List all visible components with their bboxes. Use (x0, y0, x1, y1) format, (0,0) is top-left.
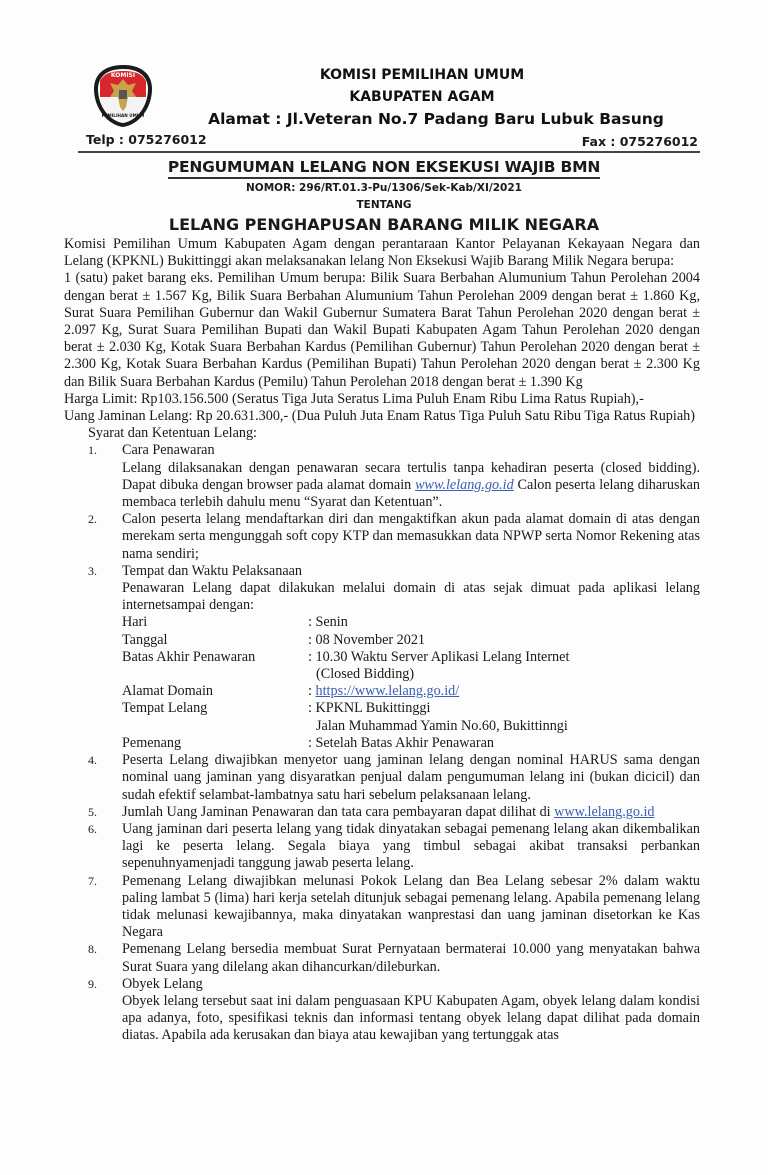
telephone-number: Telp : 075276012 (86, 132, 207, 147)
reserve-price: Harga Limit: Rp103.156.500 (Seratus Tiga Juta Seratus Lima Puluh Enam Ribu Lima Ratus Rupiah),- (64, 390, 644, 407)
schedule-value-continuation: (Closed Bidding) (316, 666, 415, 683)
intro-paragraph: Komisi Pemilihan Umum Kabupaten Agam dengan perantaraan Kantor Pelayanan Kekayaan Negara dan Lelang (KPKNL) Bukittinggi akan melaksanakan lelang Non Eksekusi Wajib Barang Milik Negara berupa: (64, 236, 700, 270)
schedule-label: Batas Akhir Penawaran (122, 648, 256, 665)
lelang-domain-link[interactable]: www.lelang.go.id (554, 803, 655, 820)
institution-region: KABUPATEN AGAM (349, 89, 495, 105)
schedule-value: : KPKNL Bukittinggi (308, 700, 431, 717)
institution-address: Alamat : Jl.Veteran No.7 Padang Baru Lubuk Basung (208, 110, 664, 128)
svg-text:PEMILIHAN UMUM: PEMILIHAN UMUM (101, 113, 145, 118)
terms-item-2: 2. Calon peserta lelang mendaftarkan diri dan mengaktifkan akun pada alamat domain di atas dengan merekam serta mengunggah soft copy KTP dan memasukkan data NPWP serta Nomor Rekening atas nama sendiri; (88, 511, 700, 562)
terms-item-8: 8. Pemenang Lelang bersedia membuat Surat Pernyataan bermaterai 10.000 yang menyatakan bahwa Surat Suara yang dilelang akan dihancurkan/dileburkan. (88, 941, 700, 975)
schedule-label: Hari (122, 614, 148, 631)
terms-item-1: 1. Cara Penawaran Lelang dilaksanakan dengan penawaran secara tertulis tanpa kehadiran peserta (closed bidding). Dapat dibuka dengan browser pada alamat domain www.lelang.go.id Calon peserta lelang diharuskan membaca terlebih dahulu menu “Syarat dan Ketentuan”. (88, 442, 700, 511)
schedule-label: Pemenang (122, 734, 182, 751)
terms-list (64, 442, 700, 1044)
letterhead-divider (78, 151, 700, 153)
item-text: Pemenang Lelang bersedia membuat Surat Pernyataan bermaterai 10.000 yang menyatakan bahwa Surat Suara yang dilelang akan dihancurkan/dileburkan. (122, 941, 700, 975)
letterhead (86, 55, 698, 153)
lelang-https-link[interactable]: https://www.lelang.go.id/ (315, 683, 460, 700)
item-text: Uang jaminan dari peserta lelang yang tidak dinyatakan sebagai pemenang lelang akan dikembalikan lagi ke peserta lelang. Segala biaya yang timbul sebagai akibat transaksi perbankan sepenuhnyamenjadi tanggung jawab peserta lelang. (122, 820, 700, 872)
announcement-number: NOMOR: 296/RT.01.3-Pu/1306/Sek-Kab/XI/2021 (246, 182, 522, 194)
schedule-value: : 08 November 2021 (308, 631, 426, 648)
institution-name: KOMISI PEMILIHAN UMUM (319, 67, 525, 83)
item-text: Lelang dilaksanakan dengan penawaran secara tertulis tanpa kehadiran peserta (closed bidding). Dapat dibuka dengan browser pada alamat domain www.lelang.go.id Calon peserta lelang diharuskan membaca terlebih dahulu menu “Syarat dan Ketentuan”. (122, 459, 700, 511)
announcement-subject: LELANG PENGHAPUSAN BARANG MILIK NEGARA (168, 215, 600, 234)
tentang-label: TENTANG (356, 199, 412, 211)
terms-item-6: 6. Uang jaminan dari peserta lelang yang tidak dinyatakan sebagai pemenang lelang akan dikembalikan lagi ke peserta lelang. Segala biaya yang timbul sebagai akibat transaksi perbankan sepenuhnyamenjadi tanggung jawab peserta lelang. (88, 820, 700, 872)
terms-item-9: 9. Obyek Lelang Obyek lelang tersebut saat ini dalam penguasaan KPU Kabupaten Agam, obyek lelang dalam kondisi apa adanya, foto, spesifikasi teknis dan informasi tentang obyek lelang dapat dilihat pada domain diatas. Apabila ada kerusakan dan biaya atau kewajiban yang tertunggak atas (88, 975, 700, 1044)
schedule-label: Alamat Domain (122, 683, 214, 700)
terms-item-5: 5. Jumlah Uang Jaminan Penawaran dan tata cara pembayaran dapat dilihat di www.lelang.go.id (64, 804, 700, 821)
schedule-label: Tanggal (122, 631, 168, 648)
announcement-body (64, 236, 700, 1045)
item-title: Tempat dan Waktu Pelaksanaan (122, 562, 303, 579)
item-text: Obyek lelang tersebut saat ini dalam penguasaan KPU Kabupaten Agam, obyek lelang dalam kondisi apa adanya, foto, spesifikasi teknis dan informasi tentang obyek lelang dapat dilihat pada domain diatas. Apabila ada kerusakan dan biaya atau kewajiban yang tertunggak atas (122, 992, 700, 1044)
terms-item-7: 7. Pemenang Lelang diwajibkan melunasi Pokok Lelang dan Bea Lelang sebesar 2% dalam waktu paling lambat 5 (lima) hari kerja setelah ditunjuk sebagai pemenang lelang. Apabila pemenang lelang tidak melunasi kewajibannya, maka dinyatakan wanprestasi dan uang jaminan disetorkan ke Kas Negara (88, 872, 700, 941)
item-text: Calon peserta lelang mendaftarkan diri dan mengaktifkan akun pada alamat domain di atas dengan merekam serta mengunggah soft copy KTP dan memasukkan data NPWP serta Nomor Rekening atas nama sendiri; (122, 511, 700, 562)
terms-item-3: 3. Tempat dan Waktu Pelaksanaan Penawaran Lelang dapat dilakukan melalui domain di atas sejak dimuat pada aplikasi lelang internetsampai dengan: Hari : Senin Tanggal : 08 November 2021 Batas Akhir Penawaran : 10.30 Waktu Server Aplikasi Lelang Internet (Closed Bidding) Alamat Domain : https://www.lelang.go.id/ Tempat Lelang : KPKNL Bukittinggi Jalan Muhammad Yamin No.60, Bukittinngi Pemenang : Setelah Batas Akhir Penawaran (88, 562, 700, 751)
package-description: 1 (satu) paket barang eks. Pemilihan Umum berupa: Bilik Suara Berbahan Alumunium Tahun Perolehan 2004 dengan berat ± 1.567 Kg, Bilik Suara Berbahan Alumunium Tahun Perolehan 2009 dengan berat ± 1.860 Kg, Surat Suara Pemilihan Gubernur dan Wakil Gubernur Sumatera Barat Tahun Perolehan 2020 dengan berat ± 2.097 Kg, Surat Suara Pemilihan Bupati dan Wakil Bupati Kabupaten Agam Tahun Perolehan 2020 dengan berat ± 2.030 Kg, Kotak Suara Berbahan Kardus (Pemilihan Gubernur) Tahun Perolehan 2020 dengan berat ± 2.300 Kg, Kotak Suara Berbahan Kardus (Pemilihan Bupati) Tahun Perolehan 2020 dengan berat ± 2.300 Kg dan Bilik Suara Berbahan Kardus (Pemilu) Tahun Perolehan 2018 dengan berat ± 1.390 Kg (64, 270, 700, 390)
svg-text:KOMISI: KOMISI (110, 72, 136, 79)
item-text: Jumlah Uang Jaminan Penawaran dan tata cara pembayaran dapat dilihat di www.lelang.go.id (122, 803, 655, 820)
item-text: Peserta Lelang diwajibkan menyetor uang jaminan lelang dengan nominal HARUS sama dengan nominal uang jaminan yang disyaratkan penjual dalam pengumuman lelang ini (bukan dicicil) dan sudah efektif selambat-lambatnya satu hari sebelum pelaksanaan lelang. (122, 752, 700, 803)
item-text: Pemenang Lelang diwajibkan melunasi Pokok Lelang dan Bea Lelang sebesar 2% dalam waktu paling lambat 5 (lima) hari kerja setelah ditunjuk sebagai pemenang lelang. Apabila pemenang lelang tidak melunasi kewajibannya, maka dinyatakan wanprestasi dan uang jaminan disetorkan ke Kas Negara (122, 872, 700, 941)
item-text: Penawaran Lelang dapat dilakukan melalui domain di atas sejak dimuat pada aplikasi lelang internetsampai dengan: (122, 580, 700, 614)
terms-item-4: 4. Peserta Lelang diwajibkan menyetor uang jaminan lelang dengan nominal HARUS sama dengan nominal uang jaminan yang disyaratkan penjual dalam pengumuman lelang ini (bukan dicicil) dan sudah efektif selambat-lambatnya satu hari sebelum pelaksanaan lelang. (88, 752, 700, 803)
schedule-value: : Setelah Batas Akhir Penawaran (308, 734, 494, 751)
auction-deposit: Uang Jaminan Lelang: Rp 20.631.300,- (Dua Puluh Juta Enam Ratus Tiga Puluh Satu Ribu Tiga Ratus Rupiah) (64, 408, 695, 425)
lelang-domain-link[interactable]: www.lelang.go.id (415, 476, 514, 493)
fax-number: Fax : 075276012 (581, 134, 698, 149)
announcement-title: PENGUMUMAN LELANG NON EKSEKUSI WAJIB BMN (0, 158, 768, 176)
schedule-value-continuation: Jalan Muhammad Yamin No.60, Bukittinngi (316, 717, 568, 734)
schedule-value: : https://www.lelang.go.id/ (308, 683, 460, 700)
schedule-value: : Senin (308, 614, 348, 631)
item-title: Obyek Lelang (122, 975, 203, 992)
schedule-label: Tempat Lelang (122, 700, 208, 717)
terms-heading: Syarat dan Ketentuan Lelang: (88, 425, 258, 442)
auction-schedule (122, 614, 700, 752)
schedule-value: : 10.30 Waktu Server Aplikasi Lelang Internet (308, 648, 570, 665)
item-title: Cara Penawaran (122, 442, 215, 459)
